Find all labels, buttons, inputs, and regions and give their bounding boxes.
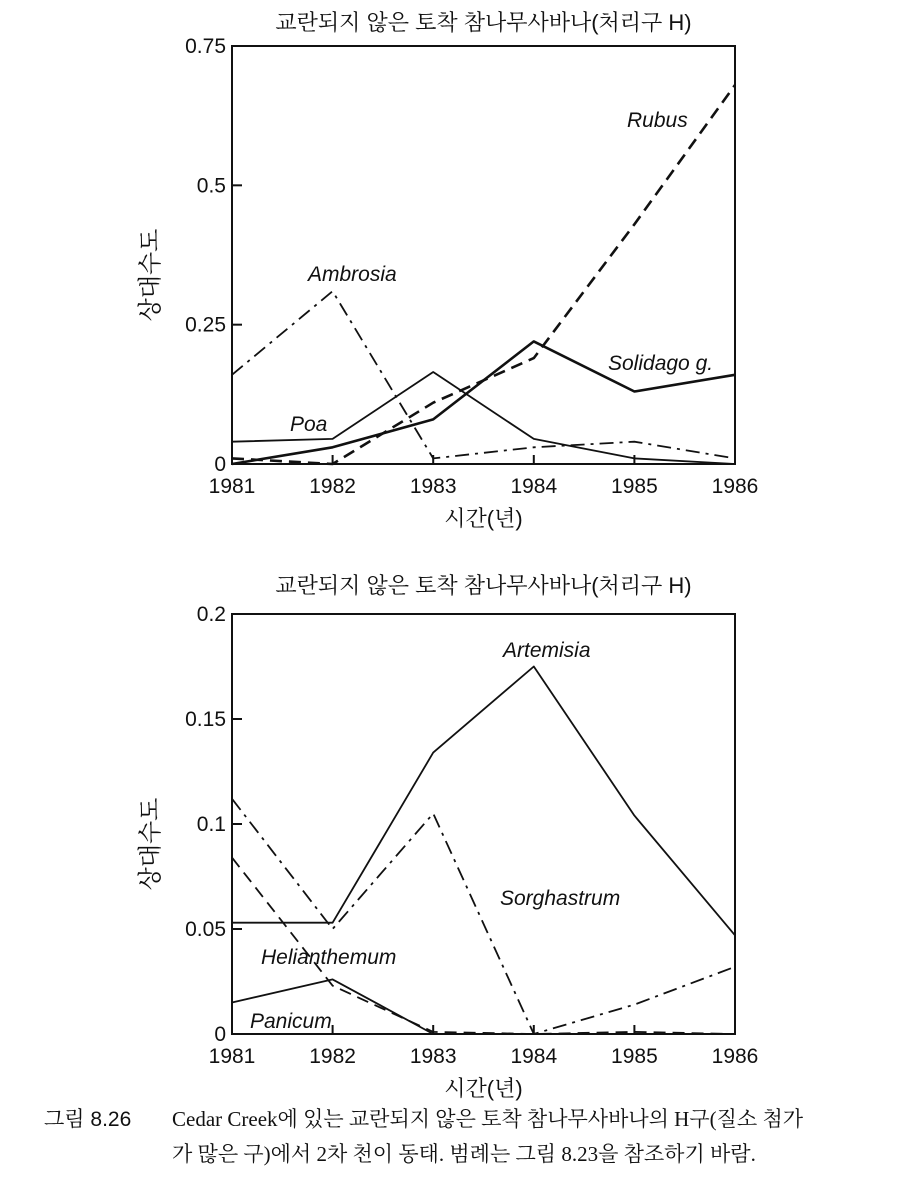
chart-bottom-svg: [0, 565, 906, 1105]
chart-title: 교란되지 않은 토착 참나무사바나(처리구 H): [275, 10, 692, 35]
x-tick-label: 1983: [409, 475, 457, 498]
y-tick-label: 0: [214, 1023, 226, 1046]
series-line-sorghastrum: [232, 799, 735, 1034]
y-tick-label: 0.1: [196, 813, 226, 836]
series-label: Sorghastrum: [500, 887, 621, 910]
x-tick-label: 1984: [510, 1045, 558, 1068]
series-label: Helianthemum: [261, 946, 397, 969]
series-label: Panicum: [250, 1010, 332, 1033]
x-tick-label: 1985: [611, 1045, 658, 1068]
y-tick-label: 0.05: [185, 918, 226, 941]
y-tick-label: 0.5: [196, 174, 226, 198]
y-tick-label: 0.2: [196, 603, 226, 626]
x-tick-label: 1986: [711, 475, 759, 498]
y-axis-label: 상대수도: [137, 797, 164, 891]
x-tick-label: 1986: [711, 1045, 759, 1068]
chart-top: [0, 0, 906, 545]
y-tick-label: 0: [214, 453, 226, 476]
caption-figure-label: 그림 8.26: [44, 1108, 132, 1131]
x-tick-label: 1981: [208, 475, 256, 498]
figure-caption: [44, 1102, 894, 1171]
x-tick-label: 1983: [409, 1045, 457, 1068]
x-tick-label: 1981: [208, 1045, 256, 1068]
caption-line-2: 가 많은 구)에서 2차 천이 동태. 범례는 그림 8.23을 참조하기 바람.: [172, 1142, 756, 1166]
caption-line-1: [44, 1102, 894, 1137]
plot-frame: [232, 614, 735, 1034]
caption-text-1: Cedar Creek에 있는 교란되지 않은 토착 참나무사바나의 H구(질소 첨가: [172, 1107, 804, 1131]
x-tick-label: 1984: [510, 475, 558, 498]
x-tick-label: 1982: [309, 475, 356, 498]
series-label: Rubus: [627, 109, 688, 132]
y-tick-label: 0.15: [185, 708, 226, 731]
series-label: Ambrosia: [308, 263, 397, 286]
y-tick-label: 0.75: [185, 35, 226, 58]
chart-title: 교란되지 않은 토착 참나무사바나(처리구 H): [275, 573, 692, 598]
x-tick-label: 1982: [309, 1045, 356, 1068]
chart-bottom: [0, 565, 906, 1105]
x-tick-label: 1985: [611, 475, 658, 498]
series-label: Artemisia: [503, 639, 591, 662]
series-label: Solidago g.: [608, 352, 714, 375]
y-axis-label: 상대수도: [137, 228, 164, 322]
x-axis-label: 시간(년): [444, 1076, 523, 1101]
y-tick-label: 0.25: [185, 313, 226, 337]
chart-top-svg: [0, 0, 906, 545]
x-axis-label: 시간(년): [444, 506, 523, 531]
series-label: Poa: [290, 413, 328, 436]
